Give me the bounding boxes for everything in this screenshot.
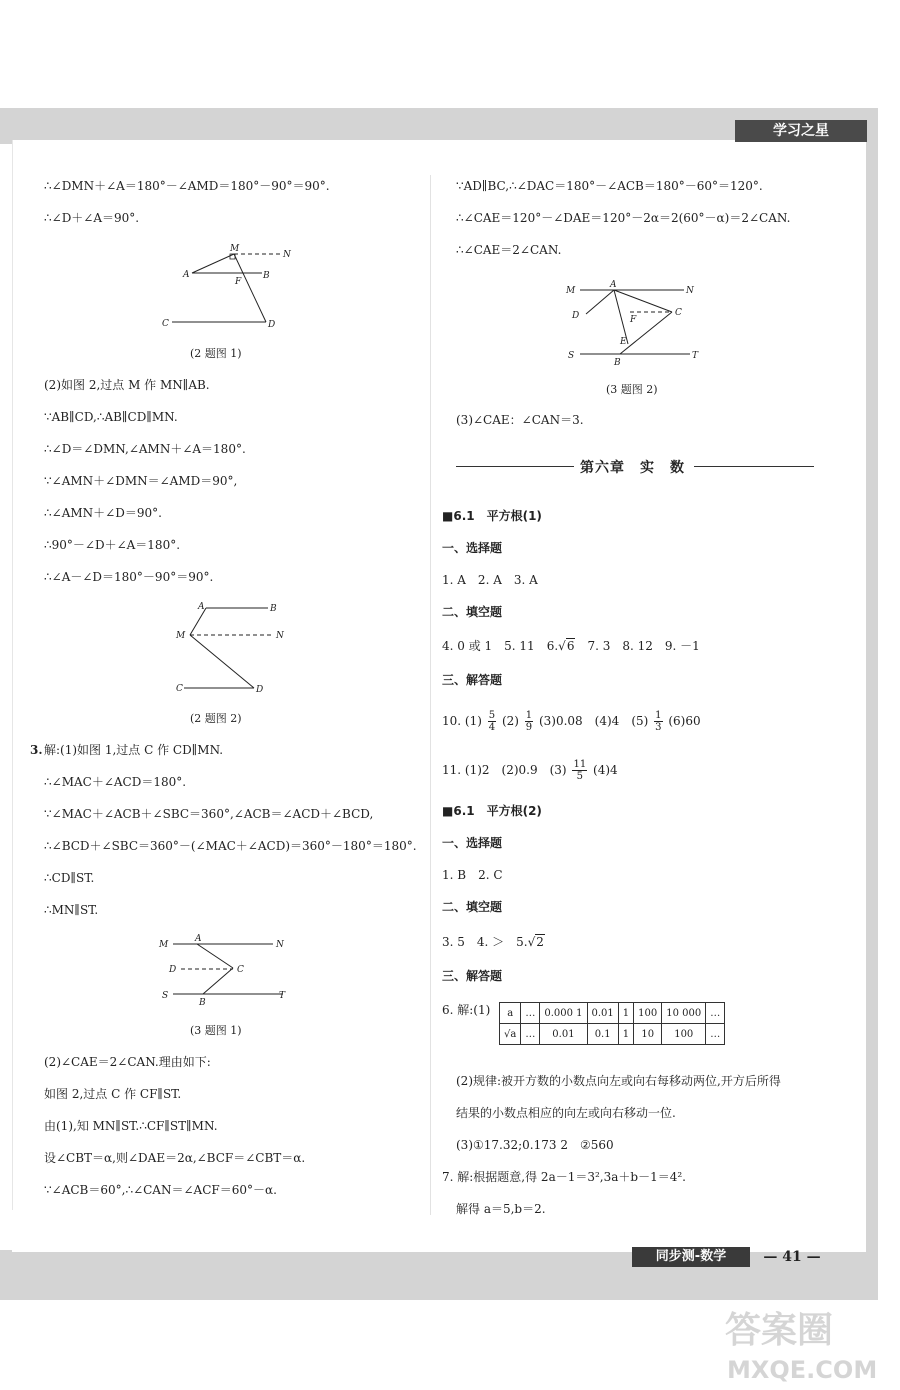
table-cell: 0.000 1 — [540, 1003, 587, 1024]
svg-text:C: C — [162, 319, 169, 329]
svg-text:A: A — [610, 280, 617, 290]
svg-text:M: M — [566, 286, 576, 296]
line-md — [234, 254, 266, 322]
table-cell: … — [521, 1003, 540, 1024]
table-cell: 100 — [662, 1024, 706, 1045]
left-margin-line — [12, 140, 13, 1210]
table-cell: 0.01 — [540, 1024, 587, 1045]
right-line-5: (2)规律:被开方数的小数点向左或向右每移动两位,开方后所得 — [456, 1074, 781, 1088]
denominator: 3 — [655, 722, 662, 733]
table-cell: 0.1 — [587, 1024, 618, 1045]
right-line-9: 解得 a＝5,b＝2. — [456, 1202, 546, 1216]
right-line-6: 结果的小数点相应的向左或向右移动一位. — [456, 1106, 676, 1120]
left-line-17: 如图 2,过点 C 作 CF∥ST. — [44, 1087, 182, 1101]
left-line-15: ∴MN∥ST. — [44, 903, 99, 917]
svg-text:D: D — [572, 311, 580, 321]
heading-choice-2: 一、选择题 — [442, 836, 503, 850]
svg-text:N: N — [283, 250, 291, 260]
sqrt-radical-icon: √ — [558, 639, 566, 653]
caption-fig-3-2: (3 题图 2) — [606, 383, 658, 396]
line-ae — [614, 290, 628, 344]
svg-text:A: A — [195, 934, 202, 944]
line-cb — [620, 312, 672, 354]
left-line-8: ∴90°－∠D＋∠A＝180°. — [44, 538, 181, 552]
left-line-16: (2)∠CAE＝2∠CAN.理由如下: — [44, 1055, 211, 1069]
figure-2-2 — [168, 598, 298, 698]
heading-fill-2: 二、填空题 — [442, 900, 503, 914]
line-am — [190, 608, 206, 635]
svg-text:B: B — [614, 358, 621, 368]
footer-brand: 同步测-数学 — [632, 1247, 750, 1267]
svg-text:N: N — [276, 940, 284, 950]
svg-text:B: B — [270, 604, 277, 614]
line-cb — [203, 968, 233, 994]
left-line-14: ∴CD∥ST. — [44, 871, 95, 885]
figure-3-2 — [560, 278, 710, 372]
denominator: 4 — [488, 722, 496, 733]
left-line-3: (2)如图 2,过点 M 作 MN∥AB. — [44, 378, 210, 392]
table-cell: 100 — [634, 1003, 662, 1024]
svg-text:C: C — [675, 308, 682, 318]
right-line-4: (3)∠CAE：∠CAN＝3. — [456, 413, 584, 427]
right-line-3: ∴∠CAE＝2∠CAN. — [456, 243, 562, 257]
svg-text:M: M — [230, 244, 240, 254]
square-root-table — [499, 1002, 725, 1045]
sqrt-radical-icon: √ — [527, 935, 536, 949]
q11-part-a: 11. (1)2 (2)0.9 (3) — [442, 763, 567, 777]
svg-text:N: N — [276, 631, 284, 641]
svg-text:D: D — [169, 965, 177, 975]
svg-text:S: S — [568, 351, 575, 361]
svg-text:M: M — [159, 940, 169, 950]
table-cell: √a — [500, 1024, 521, 1045]
line-am — [192, 254, 234, 273]
q11-part-b: (4)4 — [593, 763, 618, 777]
numerator: 1 — [655, 710, 662, 721]
svg-text:T: T — [692, 351, 699, 361]
q10-part-d: (6)60 — [668, 714, 701, 728]
left-line-9: ∴∠A－∠D＝180°－90°＝90°. — [44, 570, 214, 584]
answers-fill-1-end: 7. 3 8. 12 9. －1 — [575, 639, 700, 653]
table-cell: 10 000 — [662, 1003, 706, 1024]
denominator: 5 — [576, 771, 583, 782]
watermark-line-2: MXQE.COM — [727, 1356, 878, 1384]
left-line-6: ∵∠AMN＋∠DMN＝∠AMD＝90°, — [44, 474, 238, 488]
caption-fig-2-1: (2 题图 1) — [190, 347, 242, 360]
chapter-rule-left — [456, 466, 574, 467]
answers-q10 — [442, 708, 701, 734]
table-row-sqrt-a — [500, 1024, 725, 1045]
svg-text:A: A — [183, 270, 190, 280]
table-cell: … — [706, 1024, 725, 1045]
figure-3-1 — [155, 932, 295, 1012]
svg-text:D: D — [268, 320, 276, 330]
q10-part-b: (2) — [501, 714, 519, 728]
caption-fig-3-1: (3 题图 1) — [190, 1024, 242, 1037]
left-line-13: ∴∠BCD＋∠SBC＝360°－(∠MAC＋∠ACD)＝360°－180°＝180°. — [44, 839, 417, 853]
line-ac — [614, 290, 672, 312]
table-cell: … — [706, 1003, 725, 1024]
header-brand: 学习之星 — [735, 120, 867, 142]
line-ac — [197, 944, 233, 968]
q10-part-a: 10. (1) — [442, 714, 482, 728]
svg-text:B: B — [199, 998, 206, 1008]
right-line-7: (3)①17.32;0.173 2 ②560 — [456, 1138, 614, 1152]
fraction-5-4 — [488, 710, 496, 733]
answers-fill-2 — [442, 934, 545, 950]
left-line-4: ∵AB∥CD,∴AB∥CD∥MN. — [44, 410, 178, 424]
line-md — [190, 635, 254, 688]
left-line-18: 由(1),知 MN∥ST.∴CF∥ST∥MN. — [44, 1119, 218, 1133]
answers-fill-2-start: 3. 5 4. ＞ 5. — [442, 935, 528, 949]
left-line-12: ∵∠MAC＋∠ACB＋∠SBC＝360°,∠ACB＝∠ACD＋∠BCD, — [44, 807, 374, 821]
table-cell: 1 — [618, 1003, 633, 1024]
left-line-20: ∵∠ACB＝60°,∴∠CAN＝∠ACF＝60°－α. — [44, 1183, 277, 1197]
numerator: 11 — [573, 759, 587, 770]
answers-fill-1-start: 4. 0 或 1 5. 11 6. — [442, 639, 559, 653]
fraction-1-3 — [654, 710, 662, 733]
fraction-11-5 — [572, 759, 587, 782]
chapter-title: 第六章 实 数 — [580, 460, 685, 476]
svg-text:N: N — [686, 286, 694, 296]
left-line-7: ∴∠AMN＋∠D＝90°. — [44, 506, 162, 520]
right-line-8: 7. 解:根据题意,得 2a－1＝3²,3a＋b－1＝4². — [442, 1170, 686, 1184]
caption-fig-2-2: (2 题图 2) — [190, 712, 242, 725]
left-line-19: 设∠CBT＝α,则∠DAE＝2α,∠BCF＝∠CBT＝α. — [44, 1151, 306, 1165]
svg-text:B: B — [263, 271, 270, 281]
table-cell: a — [500, 1003, 521, 1024]
section-6-1-part-1: ■6.1 平方根(1) — [442, 509, 542, 523]
svg-text:F: F — [235, 277, 242, 287]
answers-choice-2: 1. B 2. C — [442, 868, 503, 882]
svg-text:F: F — [630, 315, 637, 325]
line-ad — [586, 290, 614, 314]
right-line-2: ∴∠CAE＝120°－∠DAE＝120°－2α＝2(60°－α)＝2∠CAN. — [456, 211, 791, 225]
answers-q11 — [442, 757, 618, 783]
left-line-2: ∴∠D＋∠A＝90°. — [44, 211, 140, 225]
numerator: 5 — [488, 710, 496, 721]
table-cell: 1 — [618, 1024, 633, 1045]
right-line-1: ∵AD∥BC,∴∠DAC＝180°－∠ACB＝180°－60°＝120°. — [456, 179, 763, 193]
chapter-rule-right — [694, 466, 814, 467]
table-cell: 0.01 — [587, 1003, 618, 1024]
heading-answer-2: 三、解答题 — [442, 969, 503, 983]
denominator: 9 — [525, 722, 533, 733]
answers-fill-1 — [442, 638, 700, 654]
numerator: 1 — [525, 710, 533, 721]
left-line-5: ∴∠D＝∠DMN,∠AMN＋∠A＝180°. — [44, 442, 246, 456]
q10-part-c: (3)0.08 (4)4 (5) — [538, 714, 649, 728]
svg-text:C: C — [176, 684, 183, 694]
sqrt-radicand: 2 — [536, 935, 544, 949]
figure-2-1 — [150, 240, 300, 335]
table-cell: … — [521, 1024, 540, 1045]
question-6-label: 6. 解:(1) — [442, 1003, 491, 1017]
heading-answer-1: 三、解答题 — [442, 673, 503, 687]
right-frame-band — [866, 108, 878, 1258]
page-number: — 41 — — [763, 1249, 821, 1265]
svg-text:S: S — [162, 991, 169, 1001]
answers-choice-1: 1. A 2. A 3. A — [442, 573, 538, 587]
table-row-a — [500, 1003, 725, 1024]
watermark-line-1: 答案圈 — [725, 1310, 834, 1351]
svg-text:M: M — [176, 631, 186, 641]
svg-text:D: D — [256, 685, 264, 695]
svg-text:A: A — [198, 602, 205, 612]
heading-choice-1: 一、选择题 — [442, 541, 503, 555]
svg-text:E: E — [620, 337, 627, 347]
fraction-1-9 — [525, 710, 533, 733]
left-line-10: 解:(1)如图 1,过点 C 作 CD∥MN. — [44, 743, 224, 757]
sqrt-radicand: 6 — [566, 639, 575, 653]
svg-text:T: T — [279, 991, 286, 1001]
heading-fill-1: 二、填空题 — [442, 605, 503, 619]
section-6-1-part-2: ■6.1 平方根(2) — [442, 804, 542, 818]
table-cell: 10 — [634, 1024, 662, 1045]
left-line-1: ∴∠DMN＋∠A＝180°－∠AMD＝180°－90°＝90°. — [44, 179, 330, 193]
question-3-number: 3. — [30, 743, 43, 757]
left-line-11: ∴∠MAC＋∠ACD＝180°. — [44, 775, 187, 789]
svg-text:C: C — [237, 965, 244, 975]
column-divider — [430, 175, 431, 1215]
watermark-logo — [715, 1300, 895, 1385]
